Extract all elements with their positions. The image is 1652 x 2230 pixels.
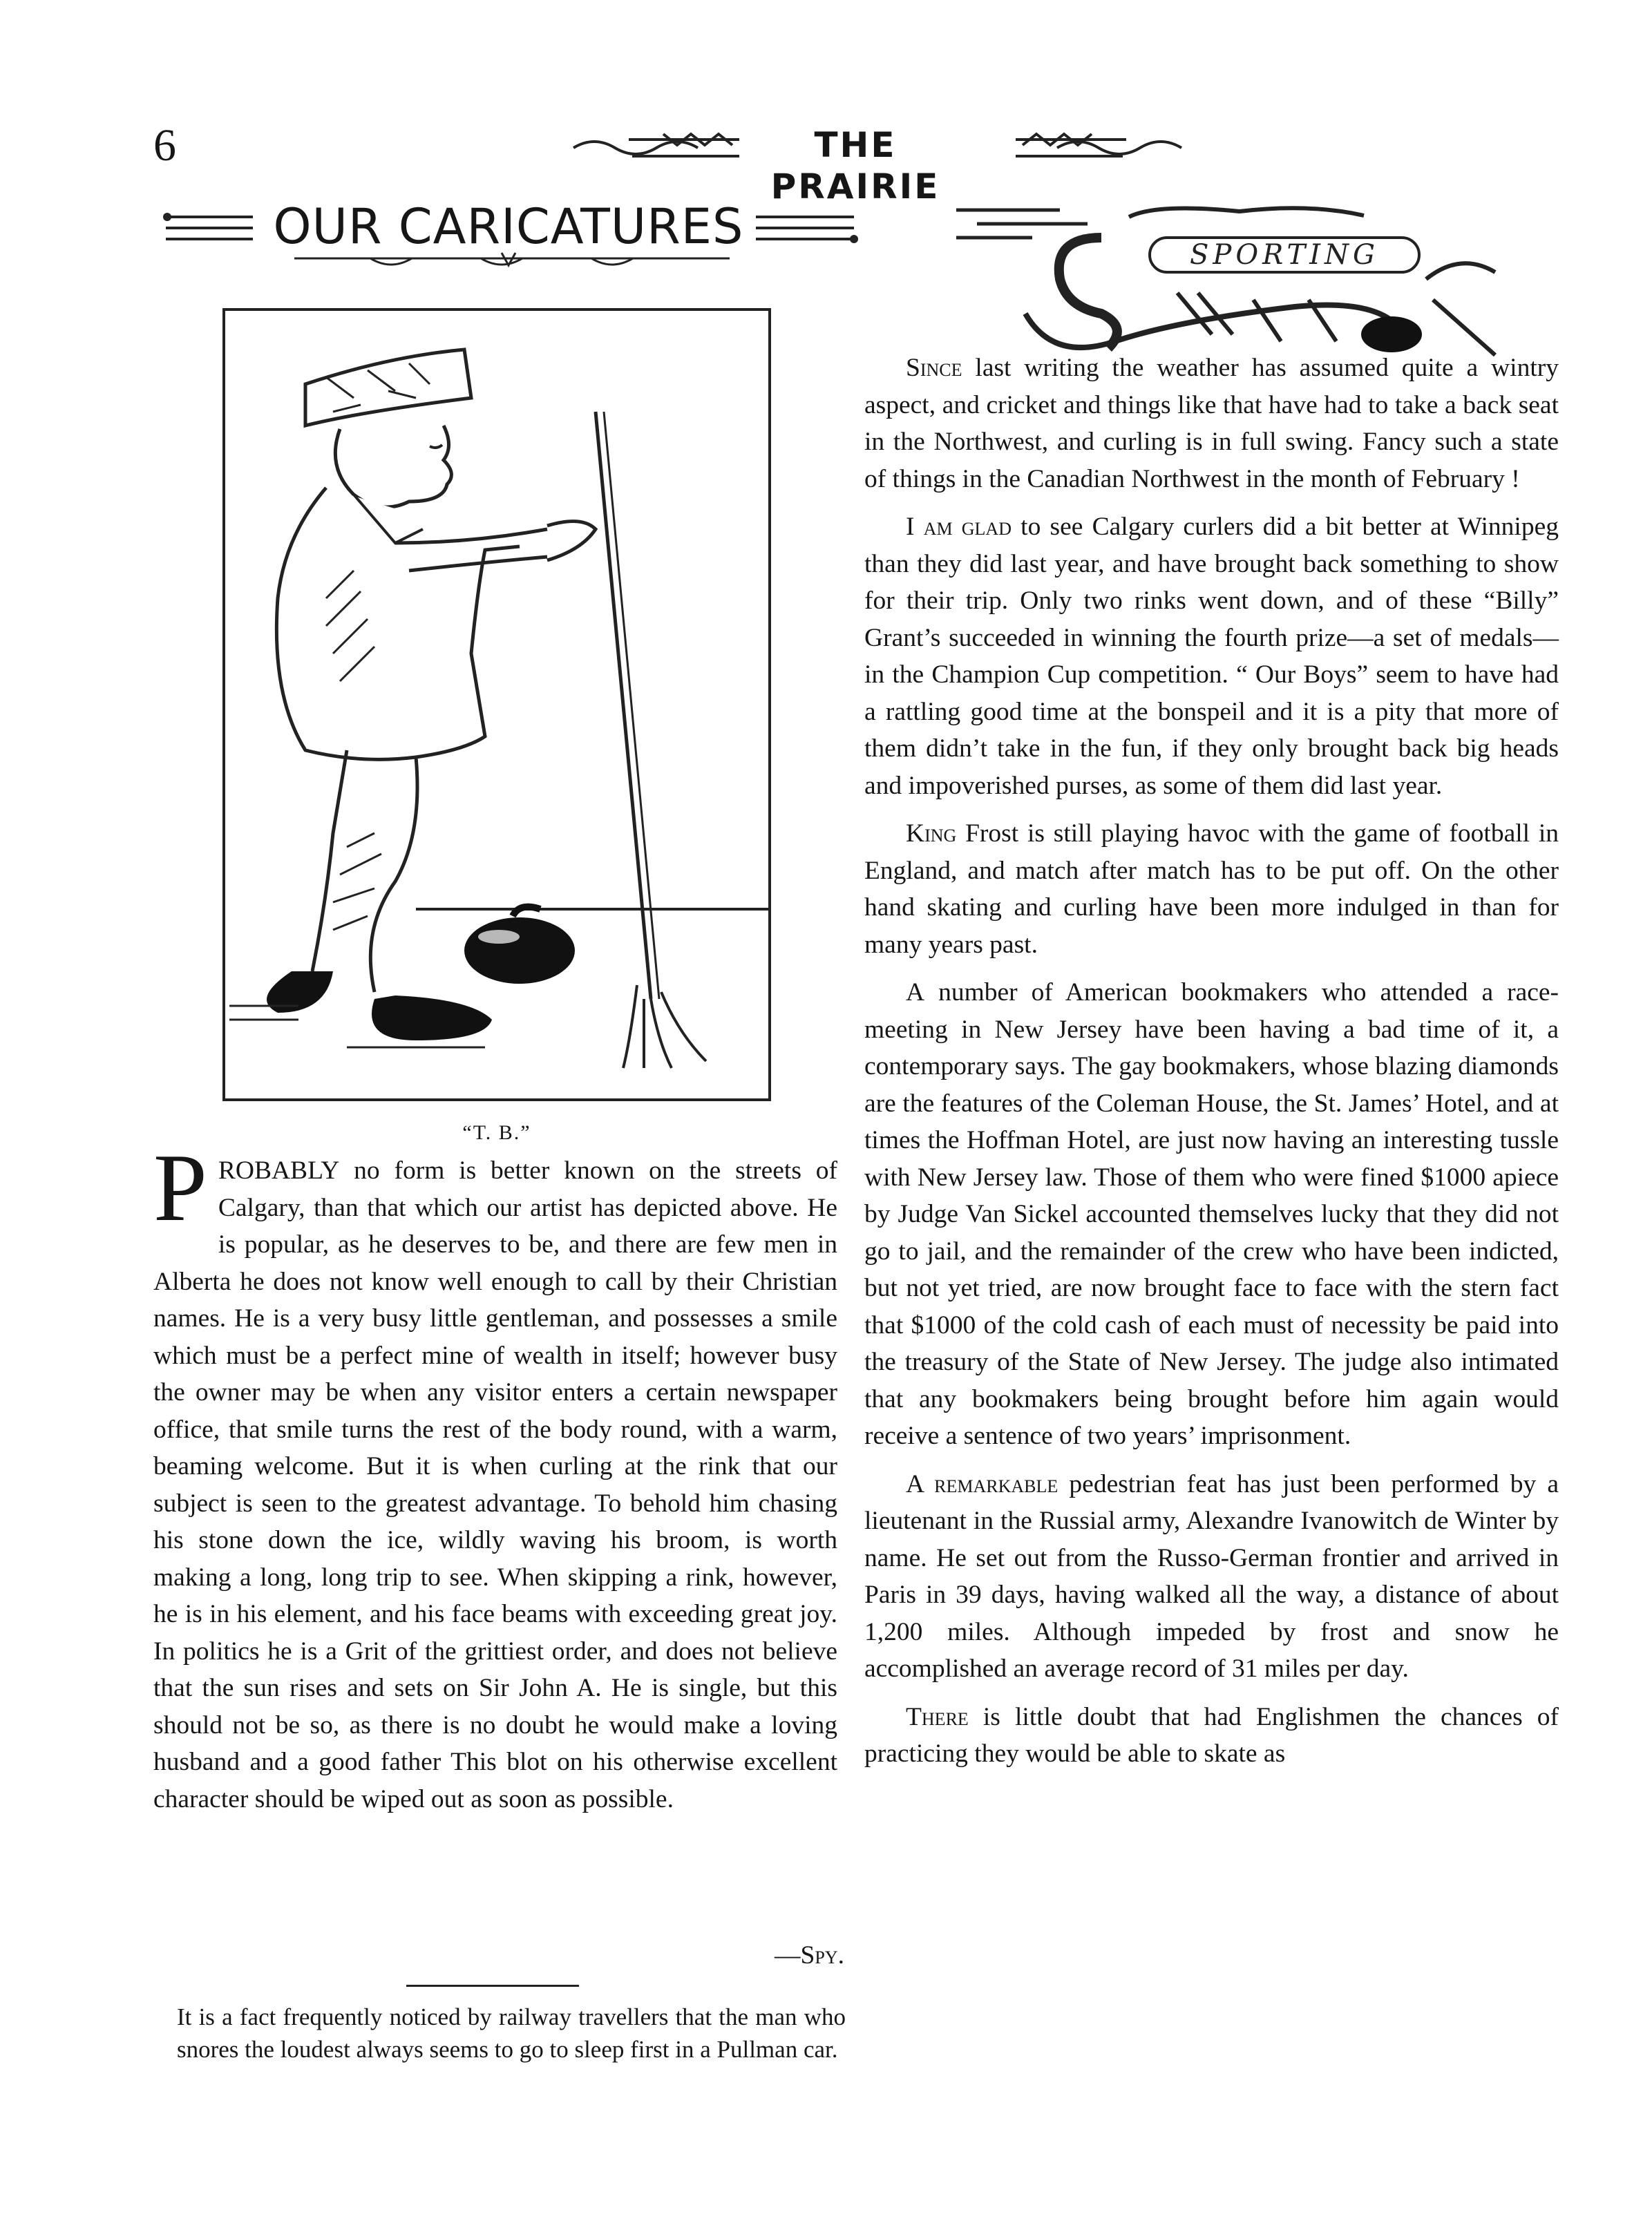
paragraph-lead: A [906,978,925,1007]
section-divider [406,1985,579,1987]
paragraph-text: to see Calgary curlers did a bit better at Winnipeg than they did last year, and have brought back something to show for their trip. Only two rinks went down, and of these “Billy” Grant’s succeeded in winning the fourth prize—a set of medals—in the Champion Cup competition. “ Our Boys” seem to have had a rattling good time at the bonspeil and it is a pity that more of them didn’t take in the fun, if they only brought back big heads and impoverished purses, as some of them did last year. [864,513,1559,800]
sporting-paragraph [864,1466,1559,1688]
article-paragraph [153,1134,837,1818]
paragraph-text: Frost is still playing havoc with the game of football in England, and match after match has to be put off. On the other hand skating and curling have been more indulged in than for many years past. [864,819,1559,959]
paragraph-lead: A remarkable [906,1469,1058,1498]
sporting-paragraph [864,1699,1559,1773]
running-title: THE PRAIRIE [770,125,940,207]
paragraph-lead: I am glad [906,513,1012,541]
paragraph-text: pedestrian feat has just been performed by a lieutenant in the Russial army, Alexandre Ivanowitch de Winter by name. He set out from the Russo-German frontier and arrived in Paris in 39 days, having walked all the way, a distance of about 1,200 miles. Although impeded by frost and snow he accomplished an average record of 31 miles per day. [864,1469,1559,1683]
paragraph-text: number of American bookmakers who attended a race-meeting in New Jersey have been having a bad time of it, a contemporary says. The gay bookmakers, whose blazing diamonds are the features of the Coleman House, the St. James’ Hotel, and at times the Hoffman Hotel, are just now having an interesting tussle with New Jersey law. Those of them who were fined $1000 apiece by Judge Van Sickel accounted themselves lucky that they did not go to jail, and the remainder of the crew who have been indicted, but not yet tried, are now brought face to face with the stern fact that $1000 of the cold cash of each must of necessity be paid into the treasury of the State of New Jersey. The judge also intimated that any bookmakers being brought before him again would receive a sentence of two years’ imprisonment. [864,978,1559,1450]
section-title: OUR CARICATURES [273,198,744,255]
drop-cap: P [153,1134,207,1241]
paragraph-text: last writing the weather has assumed quite a wintry aspect, and cricket and things like that have had to take a back seat in the Northwest, and curling is in full swing. Fancy such a state of things in the Canadian Northwest in the month of February ! [864,354,1559,493]
article-body: no form is better known on the streets of Calgary, than that which our artist has depicted above. He is popular, as he deserves to be, and there are few men in Alberta he does not know well enough to call by their Christian names. He is a very busy little gentleman, and possesses a smile which must be a perfect mine of wealth in itself; however busy the owner may be when any visitor enters a certain newspaper office, that smile turns the rest of the body round, with a warm, beaming welcome. But it is when curling at the rink that our subject is seen to the greatest advantage. To behold him chasing his stone down the ice, wildly waving his broom, is worth making a long, long trip to see. When skipping a rink, however, he is in his element, and his face beams with exceeding great joy. In politics he is a Grit of the grittiest order, and does not believe that the sun rises and sets on Sir John A. He is single, but this should not be so, as there is no doubt he would make a loving husband and a good father This blot on his otherwise excellent character should be wiped out as soon as possible. [153,1156,837,1813]
sporting-paragraph [864,350,1559,497]
caricature-article [153,1134,837,1818]
sporting-paragraph [864,508,1559,804]
paragraph-text: is little doubt that had Englishmen the chances of practicing they would be able to skate as [864,1702,1559,1768]
page-number: 6 [153,120,176,171]
paragraph-lead: King [906,819,957,848]
sporting-banner-illustration [949,196,1499,365]
signature: —Spy. [775,1941,844,1970]
opening-word: ROBABLY [218,1156,340,1185]
illustration-caption: “T. B.” [462,1121,531,1144]
sporting-paragraph [864,974,1559,1455]
paragraph-lead: There [906,1702,969,1731]
sporting-paragraph [864,815,1559,963]
sporting-column [864,350,1559,1784]
curler-caricature-illustration [222,308,771,1101]
running-head [567,120,1188,207]
caricatures-heading [163,199,860,280]
paragraph-lead: Since [906,354,962,382]
pullman-note: It is a fact frequently noticed by railway travellers that the man who snores the loudest always seems to go to sleep first in a Pullman car. [177,2003,846,2063]
sporting-label: SPORTING [1190,239,1379,271]
